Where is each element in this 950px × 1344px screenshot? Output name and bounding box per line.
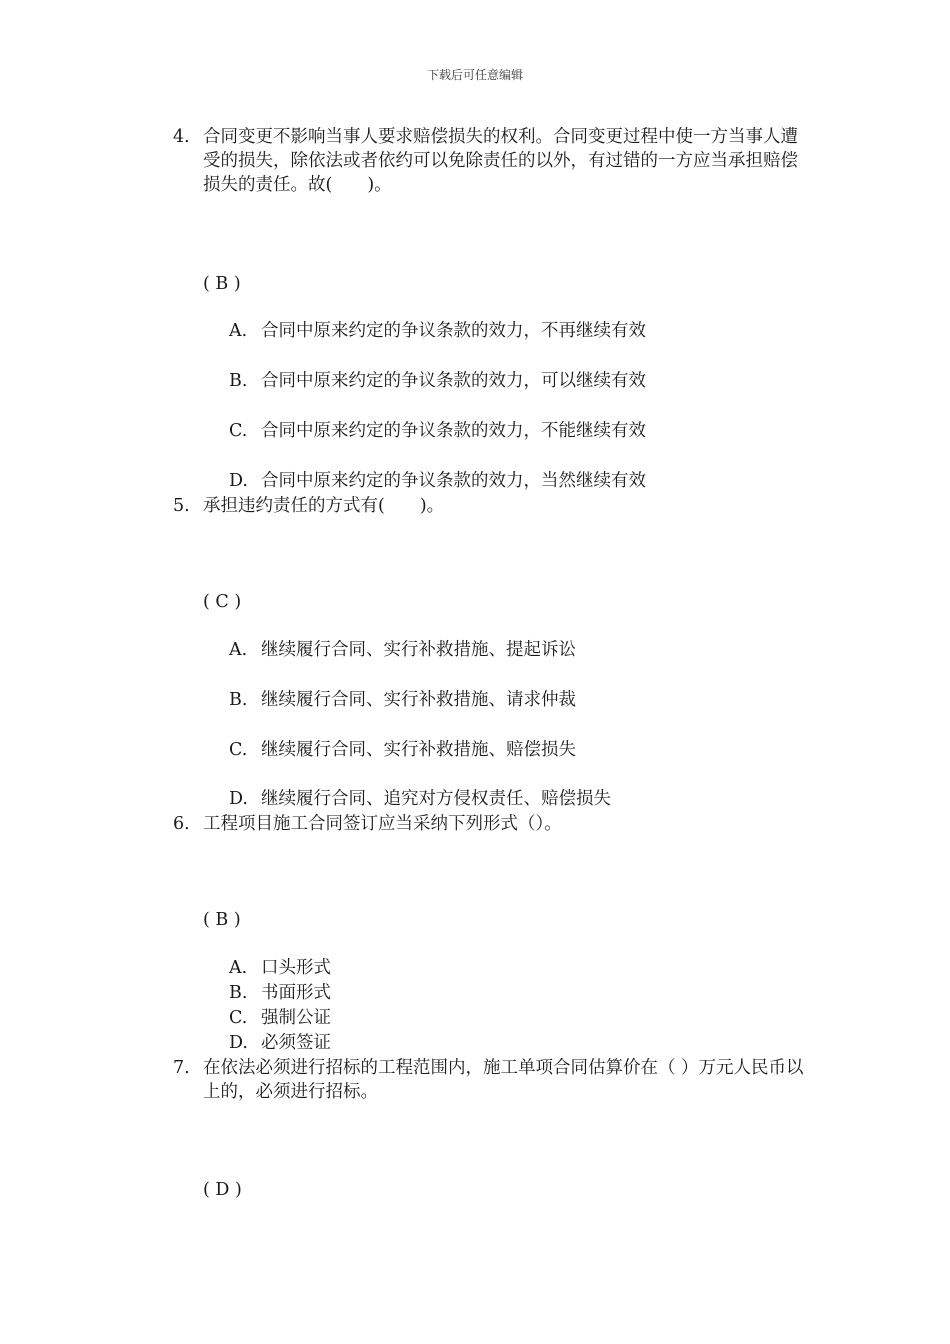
question-text: 承担违约责任的方式有( )。 [203,496,445,516]
answer-5: ( C ) [203,592,242,612]
question-number: 5. [173,496,190,516]
option-6a: A. 口头形式 [229,958,331,978]
option-6d: D. 必须签证 [229,1033,331,1053]
option-4a: A. 合同中原来约定的争议条款的效力，不再继续有效 [229,321,646,341]
option-5c: C. 继续履行合同、实行补救措施、赔偿损失 [229,740,576,760]
option-5b: B. 继续履行合同、实行补救措施、请求仲裁 [229,690,576,710]
question-number: 7. [173,1058,190,1078]
option-4c: C. 合同中原来约定的争议条款的效力，不能继续有效 [229,421,646,441]
option-5a: A. 继续履行合同、实行补救措施、提起诉讼 [229,640,576,660]
answer-6: ( B ) [203,910,241,930]
option-6b: B. 书面形式 [229,983,331,1003]
answer-4: ( B ) [203,274,241,294]
question-text: 合同变更不影响当事人要求赔偿损失的权利。合同变更过程中使一方当事人遭受的损失，除依法或者依约可以免除责任的以外，有过错的一方应当承担赔偿损失的责任。故( )。 [203,127,798,195]
option-4b: B. 合同中原来约定的争议条款的效力，可以继续有效 [229,371,646,391]
question-text: 工程项目施工合同签订应当采纳下列形式（）。 [203,814,562,834]
question-number: 4. [173,127,190,147]
option-6c: C. 强制公证 [229,1008,331,1028]
option-4d: D. 合同中原来约定的争议条款的效力，当然继续有效 [229,471,646,491]
answer-7: ( D ) [203,1180,242,1200]
question-number: 6. [173,814,190,834]
option-5d: D. 继续履行合同、追究对方侵权责任、赔偿损失 [229,789,611,809]
page-header: 下载后可任意编辑 [426,68,523,82]
question-text: 在依法必须进行招标的工程范围内，施工单项合同估算价在（ ）万元人民币以上的，必须进行招标。 [203,1058,804,1102]
